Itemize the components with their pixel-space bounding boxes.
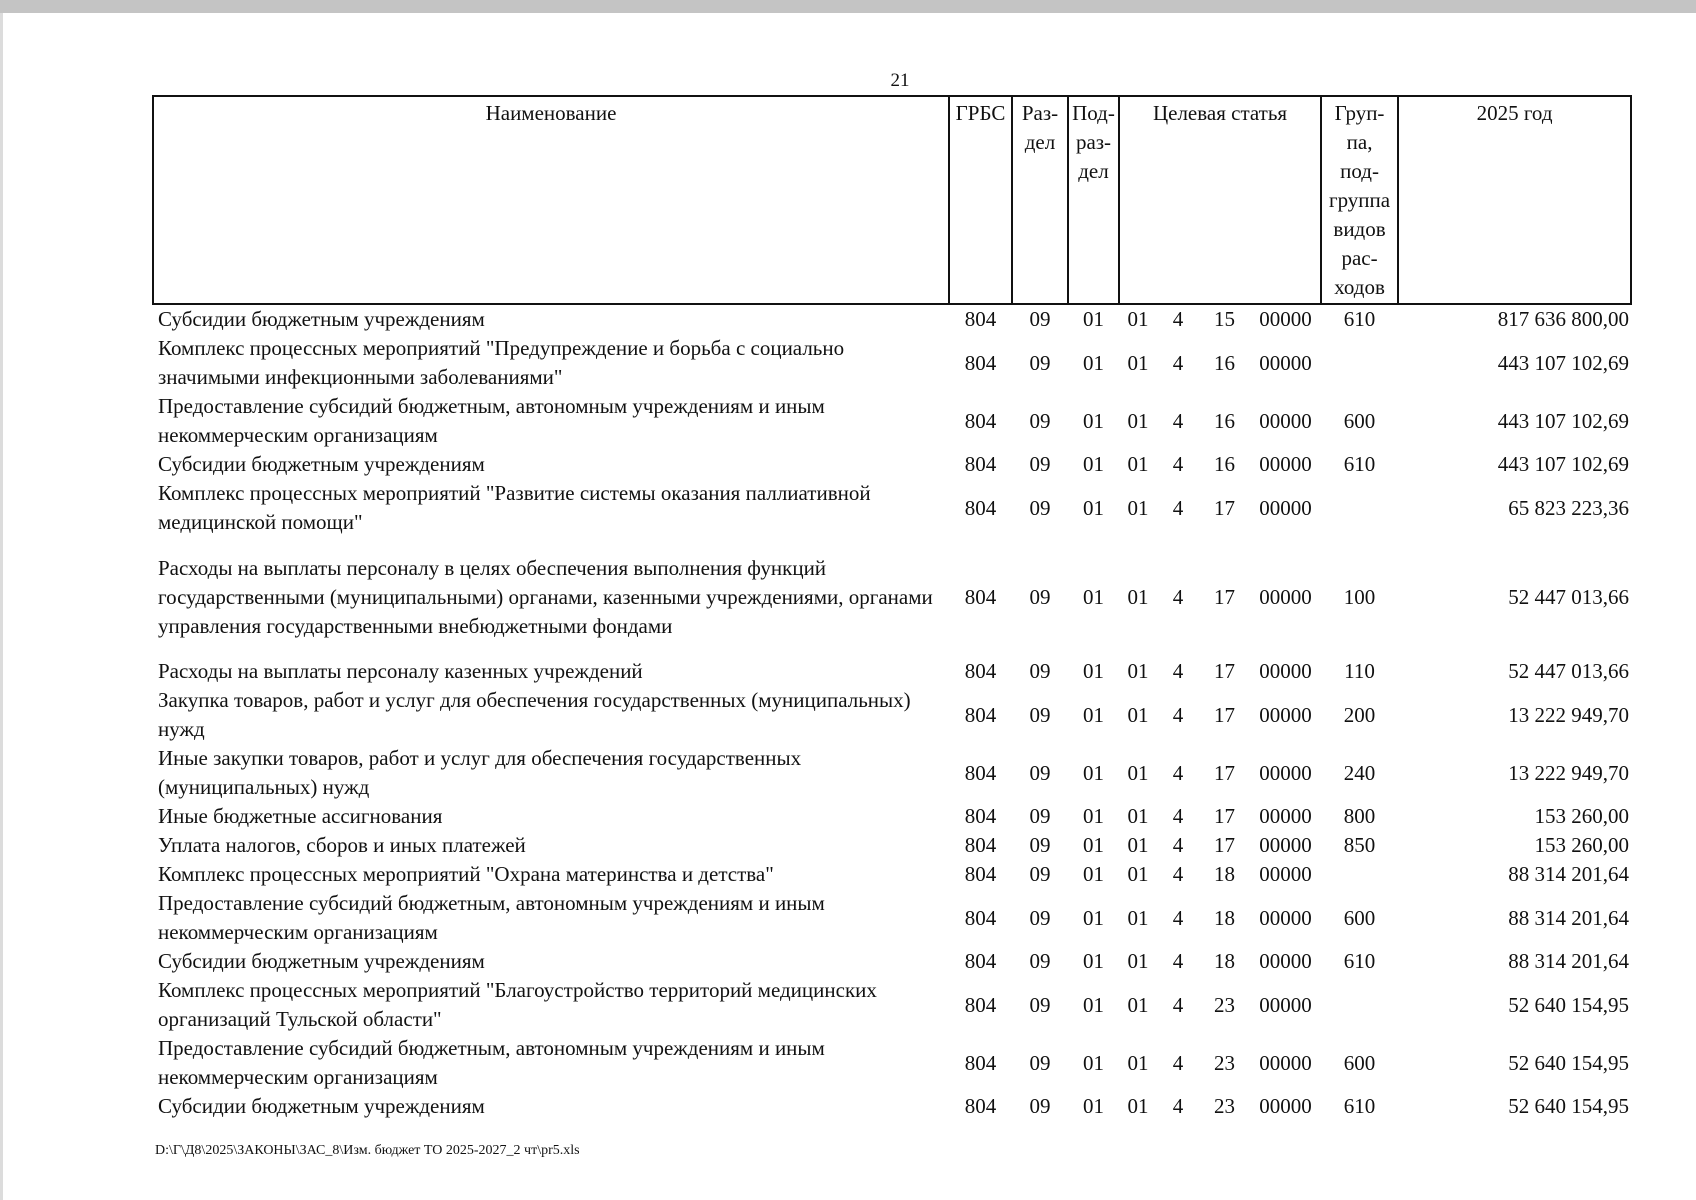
row-razdel: 09 bbox=[1029, 905, 1051, 930]
row-name: Расходы на выплаты персоналу казенных учреждений bbox=[158, 659, 643, 683]
row-cs-program: 01 bbox=[1127, 659, 1149, 683]
row-cs-program: 01 bbox=[1127, 702, 1149, 727]
row-cs-program: 01 bbox=[1127, 307, 1149, 331]
row-vid-rashodov bbox=[1321, 860, 1398, 889]
row-grbs: 804 bbox=[964, 350, 997, 375]
table-row bbox=[153, 657, 1631, 686]
row-vid-rashodov: 610 bbox=[1343, 452, 1376, 476]
row-podrazdel: 01 bbox=[1083, 760, 1104, 785]
row-amount: 443 107 102,69 bbox=[1497, 408, 1630, 433]
row-amount: 443 107 102,69 bbox=[1497, 350, 1630, 375]
file-path-footer: D:\Г\Д8\2025\ЗАКОНЫ\ЗАС_8\Изм. бюджет ТО 2025-2027_2 чт\pr5.xls bbox=[155, 1143, 580, 1158]
scan-left-edge bbox=[0, 13, 3, 1200]
table-header-row bbox=[153, 96, 1631, 304]
row-cs-type: 4 bbox=[1172, 949, 1184, 973]
header-razdel: Раз- дел bbox=[1012, 96, 1068, 304]
row-razdel: 09 bbox=[1029, 949, 1051, 973]
row-grbs: 804 bbox=[964, 408, 997, 433]
row-vid-rashodov: 100 bbox=[1343, 584, 1376, 609]
budget-table-container bbox=[152, 95, 1630, 1121]
row-cs-element: 23 bbox=[1214, 1094, 1235, 1118]
row-vid-rashodov bbox=[1321, 976, 1398, 1034]
row-podrazdel: 01 bbox=[1083, 659, 1104, 683]
row-razdel: 09 bbox=[1029, 992, 1051, 1017]
row-cs-direction: 00000 bbox=[1259, 992, 1312, 1017]
row-cs-element: 23 bbox=[1214, 992, 1235, 1017]
row-amount: 13 222 949,70 bbox=[1508, 760, 1630, 785]
row-cs-element: 16 bbox=[1214, 350, 1235, 375]
row-name: Субсидии бюджетным учреждениям bbox=[158, 1094, 485, 1118]
row-name: Предоставление субсидий бюджетным, автономным учреждениям и иным некоммерческим организациям bbox=[158, 891, 825, 944]
row-podrazdel: 01 bbox=[1083, 862, 1104, 886]
row-cs-type: 4 bbox=[1172, 862, 1184, 886]
row-cs-element: 17 bbox=[1214, 760, 1235, 785]
row-podrazdel: 01 bbox=[1083, 992, 1104, 1017]
row-vid-rashodov: 850 bbox=[1343, 833, 1376, 857]
row-cs-program: 01 bbox=[1127, 949, 1149, 973]
table-row bbox=[153, 976, 1631, 1034]
row-cs-direction: 00000 bbox=[1259, 949, 1312, 973]
row-cs-type: 4 bbox=[1172, 1050, 1184, 1075]
table-row bbox=[153, 802, 1631, 831]
row-vid-rashodov: 610 bbox=[1343, 307, 1376, 331]
table-row bbox=[153, 334, 1631, 392]
table-row bbox=[153, 450, 1631, 479]
header-celevaya-statya: Целевая статья bbox=[1119, 96, 1321, 304]
row-cs-type: 4 bbox=[1172, 702, 1184, 727]
row-cs-type: 4 bbox=[1172, 1094, 1184, 1118]
table-row bbox=[153, 479, 1631, 537]
row-cs-type: 4 bbox=[1172, 760, 1184, 785]
table-row bbox=[153, 686, 1631, 744]
row-podrazdel: 01 bbox=[1083, 949, 1104, 973]
row-podrazdel: 01 bbox=[1083, 307, 1104, 331]
row-cs-program: 01 bbox=[1127, 833, 1149, 857]
row-cs-element: 17 bbox=[1214, 833, 1235, 857]
row-razdel: 09 bbox=[1029, 350, 1051, 375]
row-cs-direction: 00000 bbox=[1259, 350, 1312, 375]
row-grbs: 804 bbox=[964, 495, 997, 520]
row-name: Предоставление субсидий бюджетным, автономным учреждениям и иным некоммерческим организациям bbox=[158, 1036, 825, 1089]
row-cs-element: 23 bbox=[1214, 1050, 1235, 1075]
row-vid-rashodov: 600 bbox=[1343, 905, 1376, 930]
row-razdel: 09 bbox=[1029, 1050, 1051, 1075]
row-cs-type: 4 bbox=[1172, 992, 1184, 1017]
row-vid-rashodov: 240 bbox=[1343, 760, 1376, 785]
row-grbs: 804 bbox=[964, 992, 997, 1017]
row-cs-element: 17 bbox=[1214, 659, 1235, 683]
row-name: Комплекс процессных мероприятий "Благоустройство территорий медицинских организаций Тульской области" bbox=[158, 978, 877, 1031]
row-podrazdel: 01 bbox=[1083, 408, 1104, 433]
table-row bbox=[153, 392, 1631, 450]
row-cs-element: 15 bbox=[1214, 307, 1235, 331]
row-name: Предоставление субсидий бюджетным, автономным учреждениям и иным некоммерческим организациям bbox=[158, 394, 825, 447]
row-cs-type: 4 bbox=[1172, 804, 1184, 828]
row-podrazdel: 01 bbox=[1083, 804, 1104, 828]
row-razdel: 09 bbox=[1029, 495, 1051, 520]
row-razdel: 09 bbox=[1029, 862, 1051, 886]
row-cs-direction: 00000 bbox=[1259, 804, 1312, 828]
header-name: Наименование bbox=[153, 96, 949, 304]
row-grbs: 804 bbox=[964, 584, 997, 609]
row-cs-direction: 00000 bbox=[1259, 1094, 1312, 1118]
row-cs-direction: 00000 bbox=[1259, 659, 1312, 683]
row-cs-program: 01 bbox=[1127, 408, 1149, 433]
row-cs-element: 18 bbox=[1214, 862, 1235, 886]
table-row bbox=[153, 860, 1631, 889]
row-name: Комплекс процессных мероприятий "Охрана материнства и детства" bbox=[158, 862, 774, 886]
row-razdel: 09 bbox=[1029, 584, 1051, 609]
row-grbs: 804 bbox=[964, 702, 997, 727]
row-cs-program: 01 bbox=[1127, 862, 1149, 886]
row-amount: 52 640 154,95 bbox=[1508, 1050, 1630, 1075]
header-gruppa-vidov-rashodov: Груп- па, под- группа видов рас- ходов bbox=[1321, 96, 1398, 304]
row-cs-element: 17 bbox=[1214, 495, 1235, 520]
row-cs-type: 4 bbox=[1172, 659, 1184, 683]
row-grbs: 804 bbox=[964, 804, 997, 828]
row-cs-direction: 00000 bbox=[1259, 1050, 1312, 1075]
row-razdel: 09 bbox=[1029, 1094, 1051, 1118]
row-cs-type: 4 bbox=[1172, 584, 1184, 609]
row-cs-direction: 00000 bbox=[1259, 584, 1312, 609]
row-cs-type: 4 bbox=[1172, 452, 1184, 476]
row-grbs: 804 bbox=[964, 949, 997, 973]
row-grbs: 804 bbox=[964, 833, 997, 857]
row-cs-type: 4 bbox=[1172, 408, 1184, 433]
table-row bbox=[153, 831, 1631, 860]
row-amount: 52 447 013,66 bbox=[1508, 659, 1630, 683]
row-cs-direction: 00000 bbox=[1259, 905, 1312, 930]
row-grbs: 804 bbox=[964, 862, 997, 886]
row-cs-direction: 00000 bbox=[1259, 408, 1312, 433]
row-name: Уплата налогов, сборов и иных платежей bbox=[158, 833, 526, 857]
table-row bbox=[153, 947, 1631, 976]
row-amount: 153 260,00 bbox=[1534, 833, 1630, 857]
row-name: Субсидии бюджетным учреждениям bbox=[158, 307, 485, 331]
row-cs-element: 18 bbox=[1214, 949, 1235, 973]
table-row bbox=[153, 1092, 1631, 1121]
row-vid-rashodov: 110 bbox=[1344, 659, 1375, 683]
row-podrazdel: 01 bbox=[1083, 833, 1104, 857]
row-cs-direction: 00000 bbox=[1259, 862, 1312, 886]
row-vid-rashodov bbox=[1321, 334, 1398, 392]
row-razdel: 09 bbox=[1029, 833, 1051, 857]
header-year: 2025 год bbox=[1398, 96, 1631, 304]
row-cs-type: 4 bbox=[1172, 833, 1184, 857]
row-cs-program: 01 bbox=[1127, 760, 1149, 785]
row-cs-program: 01 bbox=[1127, 905, 1149, 930]
row-podrazdel: 01 bbox=[1083, 452, 1104, 476]
row-grbs: 804 bbox=[964, 760, 997, 785]
row-podrazdel: 01 bbox=[1083, 702, 1104, 727]
row-grbs: 804 bbox=[964, 452, 997, 476]
row-name: Расходы на выплаты персоналу в целях обеспечения выполнения функций государственными (муниципальными) органами, казенными учреждениями, органами управления государственными внебюджетными фондами bbox=[158, 555, 933, 638]
row-cs-program: 01 bbox=[1127, 804, 1149, 828]
row-amount: 52 447 013,66 bbox=[1508, 584, 1630, 609]
row-razdel: 09 bbox=[1029, 702, 1051, 727]
row-podrazdel: 01 bbox=[1083, 905, 1104, 930]
row-amount: 13 222 949,70 bbox=[1508, 702, 1630, 727]
row-vid-rashodov: 200 bbox=[1343, 702, 1376, 727]
row-name: Закупка товаров, работ и услуг для обеспечения государственных (муниципальных) нужд bbox=[158, 688, 911, 741]
row-amount: 443 107 102,69 bbox=[1497, 452, 1630, 476]
row-cs-direction: 00000 bbox=[1259, 307, 1312, 331]
row-razdel: 09 bbox=[1029, 760, 1051, 785]
row-grbs: 804 bbox=[964, 1050, 997, 1075]
row-vid-rashodov: 800 bbox=[1343, 804, 1376, 828]
row-cs-program: 01 bbox=[1127, 992, 1149, 1017]
row-grbs: 804 bbox=[964, 307, 997, 331]
table-row bbox=[153, 537, 1631, 657]
row-cs-direction: 00000 bbox=[1259, 760, 1312, 785]
row-grbs: 804 bbox=[964, 905, 997, 930]
row-cs-element: 16 bbox=[1214, 408, 1235, 433]
row-razdel: 09 bbox=[1029, 408, 1051, 433]
row-cs-direction: 00000 bbox=[1259, 702, 1312, 727]
row-cs-type: 4 bbox=[1172, 350, 1184, 375]
table-row bbox=[153, 744, 1631, 802]
row-name: Иные бюджетные ассигнования bbox=[158, 804, 443, 828]
row-vid-rashodov bbox=[1321, 479, 1398, 537]
table-row bbox=[153, 889, 1631, 947]
row-name: Субсидии бюджетным учреждениям bbox=[158, 949, 485, 973]
row-cs-element: 17 bbox=[1214, 702, 1235, 727]
row-amount: 817 636 800,00 bbox=[1497, 307, 1630, 331]
row-podrazdel: 01 bbox=[1083, 1094, 1104, 1118]
row-vid-rashodov: 600 bbox=[1343, 1050, 1376, 1075]
table-row bbox=[153, 304, 1631, 334]
row-name: Комплекс процессных мероприятий "Предупреждение и борьба с социально значимыми инфекционными заболеваниями" bbox=[158, 336, 845, 389]
row-cs-element: 17 bbox=[1214, 804, 1235, 828]
row-cs-program: 01 bbox=[1127, 452, 1149, 476]
row-cs-type: 4 bbox=[1172, 307, 1184, 331]
row-cs-direction: 00000 bbox=[1259, 452, 1312, 476]
row-grbs: 804 bbox=[964, 1094, 997, 1118]
row-vid-rashodov: 610 bbox=[1343, 949, 1376, 973]
header-grbs: ГРБС bbox=[949, 96, 1012, 304]
row-amount: 88 314 201,64 bbox=[1508, 862, 1630, 886]
row-podrazdel: 01 bbox=[1083, 495, 1104, 520]
row-razdel: 09 bbox=[1029, 659, 1051, 683]
budget-table bbox=[152, 95, 1632, 1121]
page-number: 21 bbox=[890, 70, 910, 91]
row-razdel: 09 bbox=[1029, 452, 1051, 476]
row-name: Комплекс процессных мероприятий "Развитие системы оказания паллиативной медицинской помощи" bbox=[158, 481, 871, 534]
row-amount: 88 314 201,64 bbox=[1508, 905, 1630, 930]
row-podrazdel: 01 bbox=[1083, 1050, 1104, 1075]
row-razdel: 09 bbox=[1029, 804, 1051, 828]
row-razdel: 09 bbox=[1029, 307, 1051, 331]
table-row bbox=[153, 1034, 1631, 1092]
row-name: Иные закупки товаров, работ и услуг для обеспечения государственных (муниципальных) нужд bbox=[158, 746, 802, 799]
row-cs-direction: 00000 bbox=[1259, 495, 1312, 520]
row-cs-element: 16 bbox=[1214, 452, 1235, 476]
table-body bbox=[153, 304, 1631, 1121]
row-podrazdel: 01 bbox=[1083, 584, 1104, 609]
row-cs-program: 01 bbox=[1127, 350, 1149, 375]
row-cs-type: 4 bbox=[1172, 495, 1184, 520]
header-podrazdel: Под- раз- дел bbox=[1068, 96, 1119, 304]
row-podrazdel: 01 bbox=[1083, 350, 1104, 375]
scan-top-border bbox=[0, 0, 1696, 13]
row-cs-program: 01 bbox=[1127, 584, 1149, 609]
row-cs-type: 4 bbox=[1172, 905, 1184, 930]
row-amount: 52 640 154,95 bbox=[1508, 1094, 1630, 1118]
row-cs-program: 01 bbox=[1127, 1094, 1149, 1118]
row-amount: 65 823 223,36 bbox=[1508, 495, 1630, 520]
row-grbs: 804 bbox=[964, 659, 997, 683]
row-amount: 52 640 154,95 bbox=[1508, 992, 1630, 1017]
row-cs-element: 18 bbox=[1214, 905, 1235, 930]
row-cs-direction: 00000 bbox=[1259, 833, 1312, 857]
row-amount: 88 314 201,64 bbox=[1508, 949, 1630, 973]
row-name: Субсидии бюджетным учреждениям bbox=[158, 452, 485, 476]
row-cs-element: 17 bbox=[1214, 584, 1235, 609]
row-amount: 153 260,00 bbox=[1534, 804, 1630, 828]
row-vid-rashodov: 600 bbox=[1343, 408, 1376, 433]
row-vid-rashodov: 610 bbox=[1343, 1094, 1376, 1118]
row-cs-program: 01 bbox=[1127, 495, 1149, 520]
row-cs-program: 01 bbox=[1127, 1050, 1149, 1075]
